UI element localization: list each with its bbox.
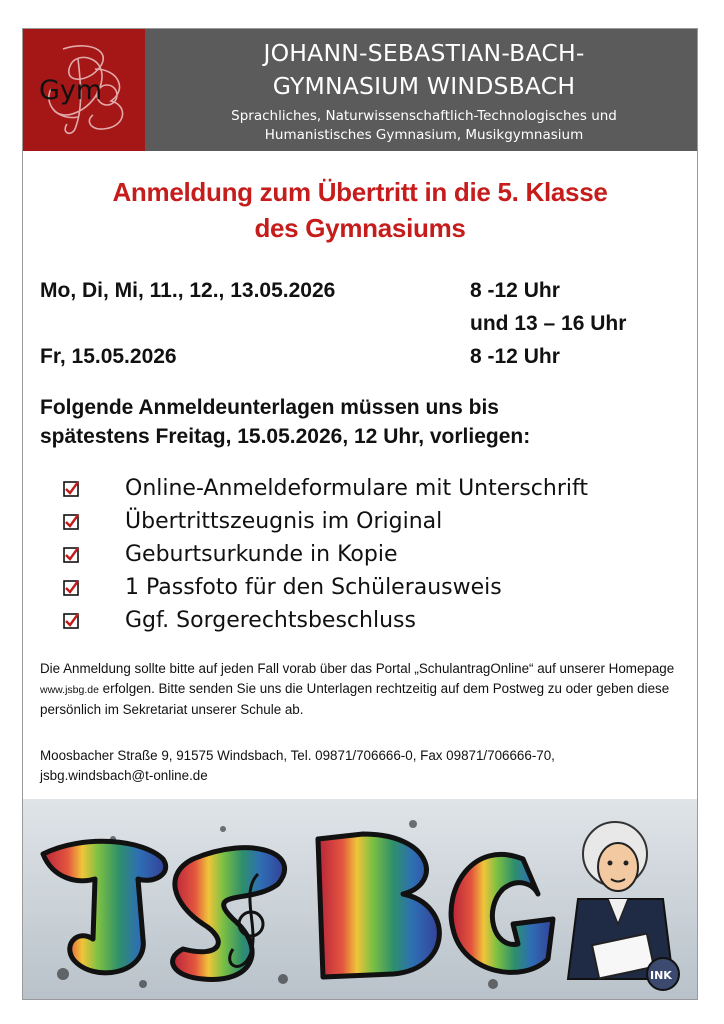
deadline-line2: spätestens Freitag, 15.05.2026, 12 Uhr, vorliegen: xyxy=(40,425,531,448)
schedule-time-2: 8 -12 Uhr xyxy=(470,345,560,368)
schedule-time-1a: 8 -12 Uhr xyxy=(470,279,560,302)
school-subtitle-line2: Humanistisches Gymnasium, Musikgymnasium xyxy=(264,127,584,143)
contact-info xyxy=(40,746,690,786)
graffiti-tag: INK xyxy=(650,969,672,982)
school-name-town: WINDSBACH xyxy=(426,72,576,100)
graffiti-image xyxy=(23,799,697,999)
checklist-label: Übertrittszeugnis im Original xyxy=(125,509,443,534)
checklist-item xyxy=(61,606,681,639)
school-logo xyxy=(23,29,145,151)
deadline-text xyxy=(40,393,680,451)
school-subtitle-line1: Sprachliches, Naturwissenschaftlich-Technologisches und xyxy=(231,108,617,124)
contact-email[interactable]: jsbg.windsbach@t-online.de xyxy=(40,768,208,783)
document-checklist xyxy=(61,474,681,639)
checklist-label: Geburtsurkunde in Kopie xyxy=(125,542,398,567)
page-title xyxy=(23,174,697,246)
title-line2: des Gymnasiums xyxy=(254,213,466,243)
checkbox-checked-icon xyxy=(63,613,79,629)
school-name-line2 xyxy=(157,70,691,103)
deadline-line1: Folgende Anmeldeunterlagen müssen uns bis xyxy=(40,396,499,419)
checkbox-checked-icon xyxy=(63,481,79,497)
contact-address: Moosbacher Straße 9, 91575 Windsbach, Tel. 09871/706666-0, Fax 09871/706666-70, xyxy=(40,748,555,763)
school-name-line1: JOHANN-SEBASTIAN-BACH- xyxy=(263,39,585,67)
checklist-label: Online-Anmeldeformulare mit Unterschrift xyxy=(125,476,588,501)
school-name xyxy=(157,37,691,103)
school-subtitle xyxy=(157,107,691,145)
graffiti-artwork xyxy=(23,799,697,999)
title-line1: Anmeldung zum Übertritt in die 5. Klasse xyxy=(112,177,608,207)
registration-info xyxy=(40,659,690,720)
checkbox-checked-icon xyxy=(63,514,79,530)
checklist-label: Ggf. Sorgerechtsbeschluss xyxy=(125,608,416,633)
info-text-start: Die Anmeldung sollte bitte auf jeden Fall vorab über das Portal „SchulantragOnline“ auf unserer Homepage xyxy=(40,661,675,676)
checkbox-checked-icon xyxy=(63,547,79,563)
checklist-item xyxy=(61,573,681,606)
schedule-days-1: Mo, Di, Mi, 11., 12., 13.05.2026 xyxy=(40,279,336,302)
schedule-time-1b: und 13 – 16 Uhr xyxy=(470,312,627,335)
checklist-item xyxy=(61,540,681,573)
checklist-item xyxy=(61,474,681,507)
schedule-days-2: Fr, 15.05.2026 xyxy=(40,345,177,368)
checkbox-checked-icon xyxy=(63,580,79,596)
logo-text: Gym xyxy=(39,75,103,106)
homepage-link[interactable]: www.jsbg.de xyxy=(40,684,99,696)
info-text-end: erfolgen. Bitte senden Sie uns die Unterlagen rechtzeitig auf dem Postweg zu oder geben diese persönlich im Sekretariat unserer Schule ab. xyxy=(40,681,670,717)
checklist-label: 1 Passfoto für den Schülerausweis xyxy=(125,575,502,600)
checklist-item xyxy=(61,507,681,540)
school-name-bold: GYMNASIUM xyxy=(272,72,420,100)
header xyxy=(23,29,697,151)
flyer xyxy=(22,28,698,1000)
